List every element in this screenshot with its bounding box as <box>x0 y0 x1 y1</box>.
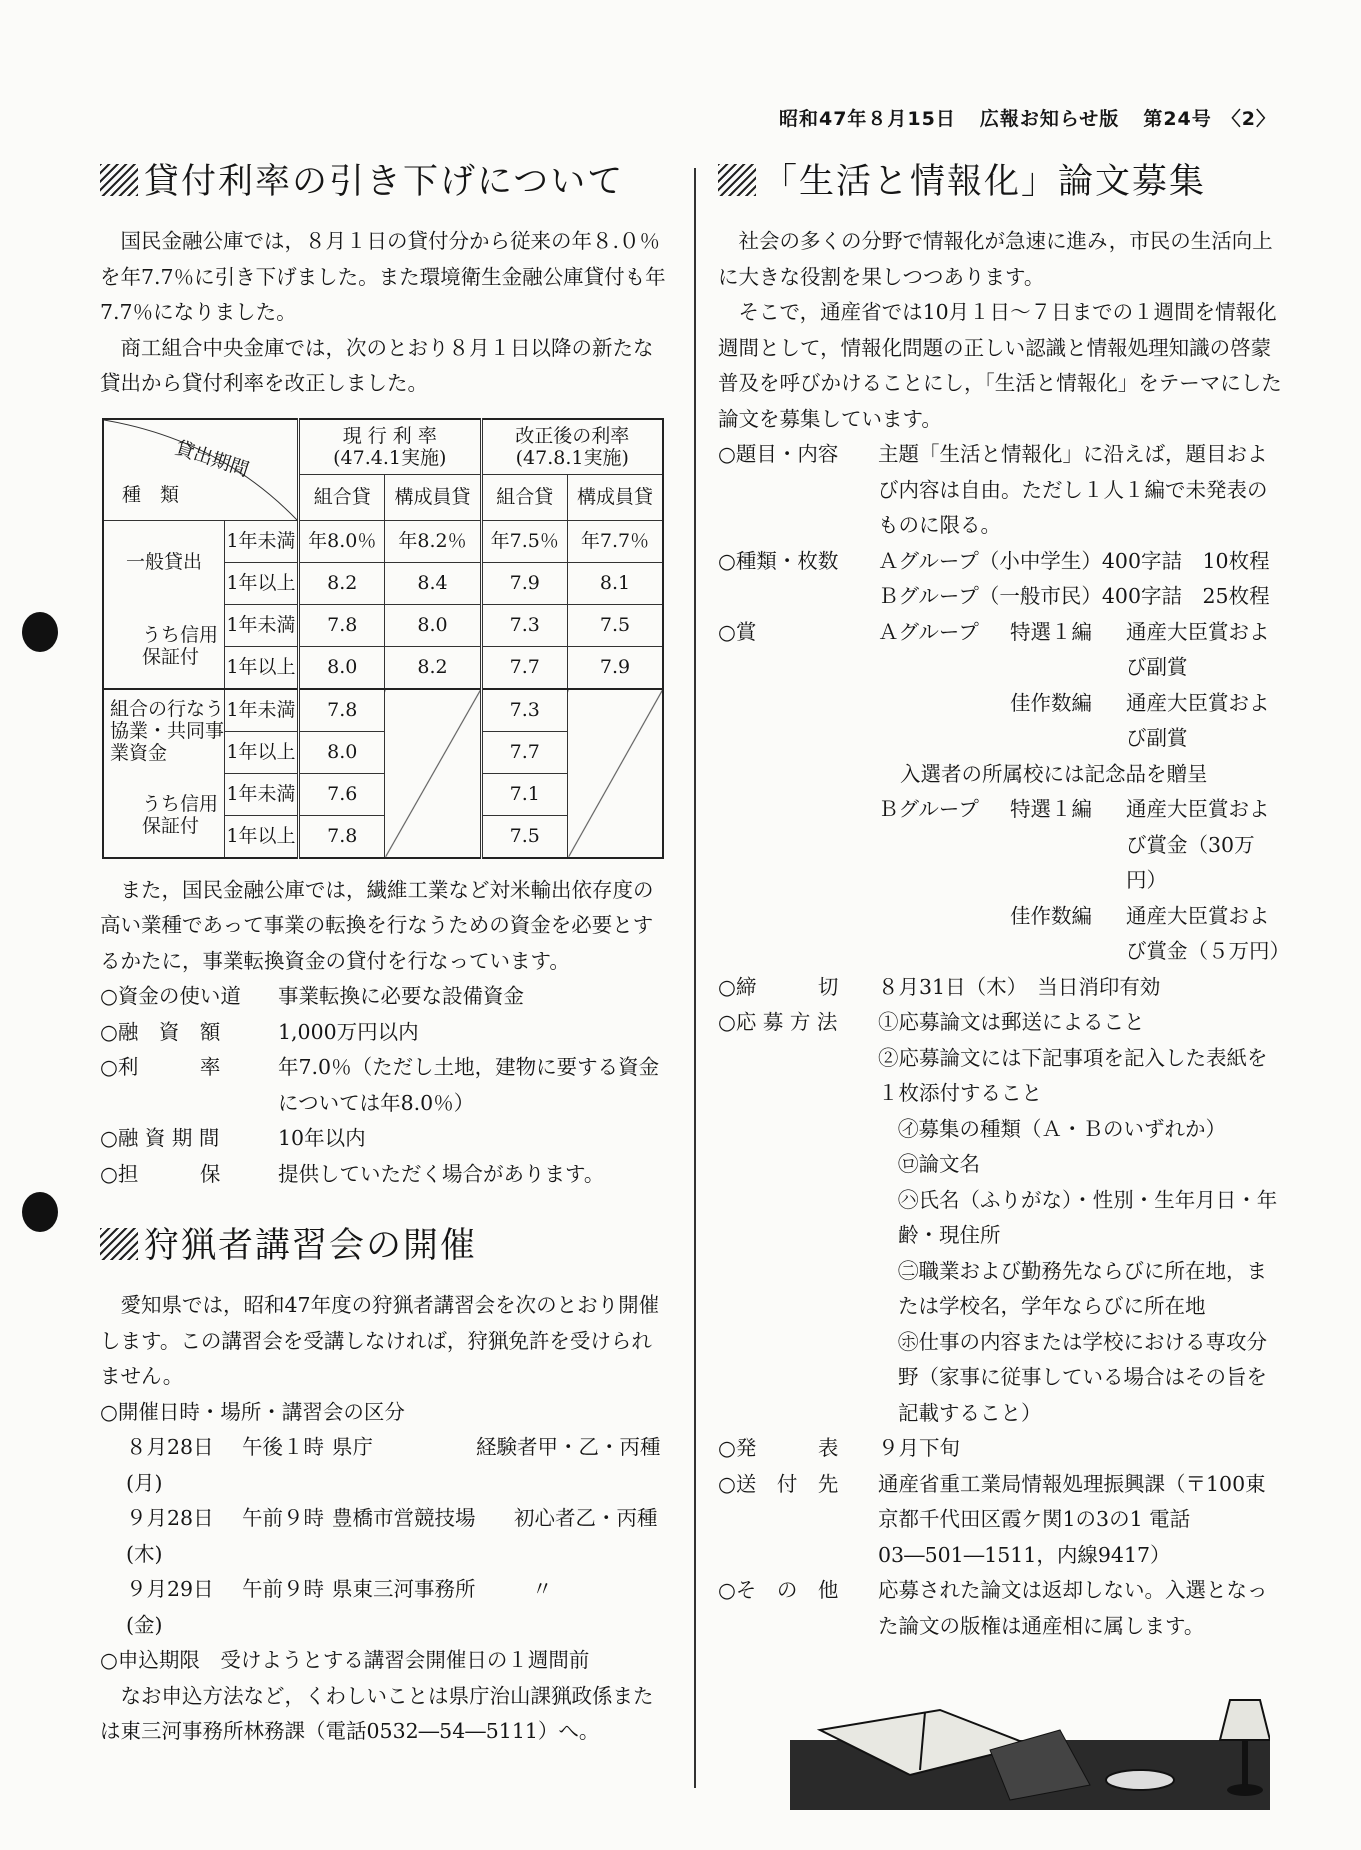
hatch-mark <box>100 1228 138 1260</box>
col-header: 組合貸 <box>481 474 567 520</box>
current-rate-header: 現 行 利 率 (47.4.1実施) <box>299 419 482 475</box>
table-corner <box>103 419 299 521</box>
category-joint-guaranteed: うち信用保証付 <box>103 773 225 858</box>
info-item: ○担 保 提供していただく場合があります。 <box>100 1161 605 1186</box>
paragraph: また，国民金融公庫では，繊維工業など対米輸出依存度の高い業種であって事業の転換を行なうための資金を必要とするかたに，事業転換資金の貸付を行なっています。 <box>100 877 654 973</box>
prize-row: Ａグループ 特選１編 通産大臣賞および副賞 <box>878 619 1270 679</box>
left-column <box>100 158 666 1750</box>
desk-illustration <box>790 1690 1270 1810</box>
prize-row: 佳作数編 通産大臣賞および賞金（５万円） <box>1010 903 1290 963</box>
paragraph: 商工組合中央金庫では，次のとおり８月１日以降の新たな貸出から貸付利率を改正しました。 <box>100 335 654 395</box>
article-title <box>718 158 1284 206</box>
rate-cell: 8.4 <box>385 562 481 604</box>
rate-cell: 年7.5％ <box>481 520 567 562</box>
period: 1年未満 <box>225 689 299 732</box>
rate-cell: 8.0 <box>299 646 385 689</box>
info-item: ○利 率 年7.0％（ただし土地，建物に要する資金については年8.0％） <box>100 1055 660 1115</box>
list-item: ㋩氏名（ふりがな）・性別・生年月日・年齢・現住所 <box>898 1187 1278 1247</box>
rate-cell: 7.3 <box>481 689 567 732</box>
period: 1年未満 <box>225 604 299 646</box>
right-column <box>718 158 1290 1644</box>
rate-cell: 7.6 <box>299 773 385 815</box>
paragraph: 国民金融公庫では，８月１日の貸付分から従来の年８.０％を年7.7％に引き下げました。また環境衛生金融公庫貸付も年7.7％になりました。 <box>100 229 666 324</box>
blank-cell <box>385 689 481 858</box>
prize-row: Ｂグループ 特選１編 通産大臣賞および賞金（30万円） <box>878 797 1270 892</box>
paragraph: 社会の多くの分野で情報化が急速に進み，市民の生活向上に大きな役割を果しつつあります。 <box>718 229 1273 289</box>
info-item: ○発 表 ９月下旬 <box>718 1436 960 1460</box>
rate-cell: 7.1 <box>481 773 567 815</box>
rate-cell: 7.5 <box>568 604 663 646</box>
period: 1年以上 <box>225 646 299 689</box>
rate-cell: 7.8 <box>299 689 385 732</box>
info-item: ○題目・内容 主題「生活と情報化」に沿えば，題目および内容は自由。ただし１人１編で未発表のものに限る。 <box>718 442 1268 537</box>
paragraph: 愛知県では，昭和47年度の狩猟者講習会を次のとおり開催します。この講習会を受講しなければ，狩猟免許を受けられません。 <box>100 1293 660 1388</box>
schedule-list <box>100 1430 666 1643</box>
cover-sheet-items <box>718 1112 1284 1432</box>
prize-row: 佳作数編 通産大臣賞および副賞 <box>1010 690 1270 750</box>
rate-cell: 7.7 <box>481 731 567 773</box>
corner-kind-label: 種 類 <box>122 483 180 506</box>
rate-cell: 7.9 <box>481 562 567 604</box>
article-title <box>100 158 666 206</box>
info-item: ○賞 Ａグループ 特選１編 通産大臣賞および副賞 佳作数編 通産大臣賞および副賞 入選者の所属校には記念品を贈呈 Ｂグループ 特選１編 通産大臣賞および賞金（30万円） 佳作数編 通産大臣賞および賞金（５万円） <box>718 615 1284 970</box>
schedule-row: ９月29日(金) 午前９時 県東三河事務所 〃 <box>126 1577 553 1637</box>
loan-rate-title: 貸付利率の引き下げについて <box>144 162 625 202</box>
rate-cell: 年8.2％ <box>385 520 481 562</box>
period: 1年以上 <box>225 815 299 858</box>
rate-cell: 8.2 <box>299 562 385 604</box>
binding-hole <box>22 1192 58 1232</box>
rate-cell: 年8.0％ <box>299 520 385 562</box>
list-item: ㋺論文名 <box>898 1152 980 1176</box>
list-item: ㋭仕事の内容または学校における専攻分野（家事に従事している場合はその旨を記載すること） <box>898 1329 1267 1425</box>
corner-period-label: 貸出期間 <box>172 436 252 481</box>
prize-note: 入選者の所属校には記念品を贈呈 <box>900 761 1208 786</box>
blank-cell <box>568 689 663 858</box>
issue-number: 第24号 <box>1143 108 1212 130</box>
period: 1年以上 <box>225 731 299 773</box>
category-general-guaranteed: うち信用保証付 <box>103 604 225 689</box>
rate-cell: 8.0 <box>385 604 481 646</box>
info-item: ○種類・枚数 Ａグループ（小中学生）400字詰 10枚程 Ｂグループ（一般市民）400字詰 25枚程 <box>718 548 1270 608</box>
info-item: ○資金の使い道 事業転換に必要な設備資金 <box>100 984 524 1008</box>
schedule-heading: ○開催日時・場所・講習会の区分 <box>100 1399 405 1424</box>
info-item: ○融 資 額 1,000万円以内 <box>100 1019 419 1044</box>
category-joint-project: 組合の行なう協業・共同事業資金 <box>103 689 225 774</box>
period: 1年以上 <box>225 562 299 604</box>
col-header: 構成員貸 <box>385 474 481 520</box>
period: 1年未満 <box>225 520 299 562</box>
publication-name: 広報お知らせ版 <box>979 108 1120 130</box>
rate-cell: 7.7 <box>481 646 567 689</box>
info-item: ○そ の 他 応募された論文は返却しない。入選となった論文の版権は通産相に属します。 <box>718 1578 1268 1638</box>
issue-date: 昭和47年８月15日 <box>778 108 956 130</box>
info-item: ○送 付 先 通産省重工業局情報処理振興課（〒100東京都千代田区霞ケ関1の3の1 電話03―501―1511，内線9417） <box>718 1471 1266 1567</box>
rate-cell: 7.8 <box>299 604 385 646</box>
column-divider <box>694 168 696 1788</box>
period: 1年未満 <box>225 773 299 815</box>
info-item: ○応 募 方 法 ①応募論文は郵送によること ②応募論文には下記事項を記入した表紙を１枚添付すること <box>718 1010 1268 1105</box>
category-general: 一般貸出 <box>103 520 225 604</box>
schedule-row: ９月28日(木) 午前９時 豊橋市営競技場 初心者乙・丙種 <box>126 1506 658 1566</box>
essay-contest-title: 「生活と情報化」論文募集 <box>762 162 1207 202</box>
application-deadline: ○申込期限 受けようとする講習会開催日の１週間前 <box>100 1648 590 1672</box>
schedule-row: ８月28日(月) 午後１時 県庁 経験者甲・乙・丙種 <box>126 1435 661 1495</box>
col-header: 構成員貸 <box>568 474 663 520</box>
rate-cell: 8.2 <box>385 646 481 689</box>
rate-cell: 年7.7％ <box>568 520 663 562</box>
contact-note: なお申込方法など，くわしいことは県庁治山課猟政係または東三河事務所林務課（電話0532―54―5111）へ。 <box>100 1683 654 1743</box>
rate-table <box>102 418 664 859</box>
revised-rate-header: 改正後の利率 (47.8.1実施) <box>481 419 663 475</box>
list-item: ㋑募集の種類（Ａ・Ｂのいずれか） <box>898 1116 1226 1141</box>
rate-cell: 7.5 <box>481 815 567 858</box>
rate-cell: 7.8 <box>299 815 385 858</box>
hunter-course-title: 狩猟者講習会の開催 <box>144 1226 478 1266</box>
info-item: ○締 切 ８月31日（木） 当日消印有効 <box>718 974 1161 999</box>
page-header <box>755 104 1276 131</box>
col-header: 組合貸 <box>299 474 385 520</box>
rate-cell: 7.3 <box>481 604 567 646</box>
rate-cell: 8.0 <box>299 731 385 773</box>
info-item: ○融 資 期 間 10年以内 <box>100 1126 366 1150</box>
paragraph: そこで，通産省では10月１日～７日までの１週間を情報化週間として，情報化問題の正しい認識と情報処理知識の啓蒙普及を呼びかけることにし，「生活と情報化」をテーマにした論文を募集しています。 <box>718 300 1282 431</box>
hatch-mark <box>100 164 138 196</box>
hatch-mark <box>718 164 756 196</box>
article-title <box>100 1222 666 1270</box>
list-item: ㊁職業および勤務先ならびに所在地，または学校名，学年ならびに所在地 <box>898 1258 1267 1318</box>
rate-cell: 8.1 <box>568 562 663 604</box>
page-number: 〈2〉 <box>1221 108 1276 130</box>
binding-hole <box>22 612 58 652</box>
rate-cell: 7.9 <box>568 646 663 689</box>
